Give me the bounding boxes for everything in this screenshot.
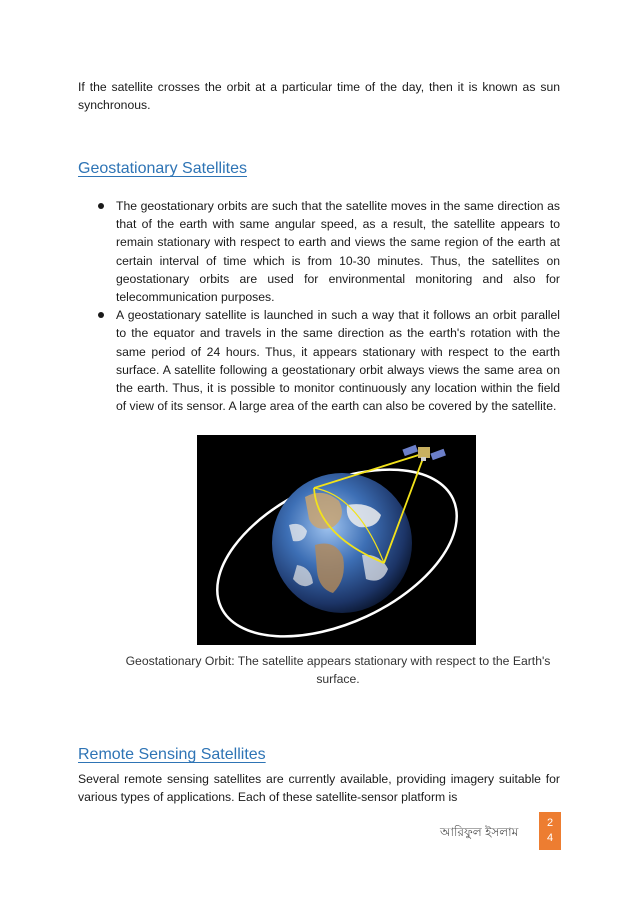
geostationary-orbit-figure <box>197 435 476 645</box>
bullet-text: A geostationary satellite is launched in such a way that it follows an orbit parallel to the equator and travels in the same direction as the earth's rotation with the same period of 24 hours. Thus, it appears stationary with respect to the earth surface. A satellite following a geostationary orbit always views the same area on the earth. Thus, it is possible to monitor continuously any location within the field of view of its sensor. A large area of the earth can also be covered by the satellite. <box>116 308 560 414</box>
bullet-item <box>78 306 560 415</box>
intro-paragraph: If the satellite crosses the orbit at a particular time of the day, then it is known as sun synchronous. <box>78 80 560 113</box>
orbit-illustration <box>197 435 476 645</box>
geostationary-heading: Geostationary Satellites <box>78 160 247 177</box>
geostationary-bullet-list <box>78 197 560 415</box>
page-number-line-1: 2 <box>546 817 554 829</box>
bullet-icon <box>98 312 104 318</box>
page-number-line-2: 4 <box>546 832 554 844</box>
figure-caption: Geostationary Orbit: The satellite appears stationary with respect to the Earth's surface. <box>125 654 551 686</box>
remote-sensing-paragraph: Several remote sensing satellites are currently available, providing imagery suitable for various types of applications. Each of these satellite-sensor platform is <box>78 772 560 805</box>
footer-author-name: আরিফুল ইসলাম <box>440 825 519 839</box>
bullet-text: The geostationary orbits are such that the satellite moves in the same direction as that of the earth with same angular speed, as a result, the satellite appears to remain stationary with respect to earth and views the same region of the earth at certain interval of time which is from 10-30 minutes. Thus, the satellites on geostationary orbits are used for environmental monitoring and also for telecommunication purposes. <box>116 199 560 305</box>
page-number-badge <box>539 812 561 850</box>
bullet-item <box>78 197 560 306</box>
bullet-icon <box>98 203 104 209</box>
remote-sensing-heading: Remote Sensing Satellites <box>78 746 266 763</box>
